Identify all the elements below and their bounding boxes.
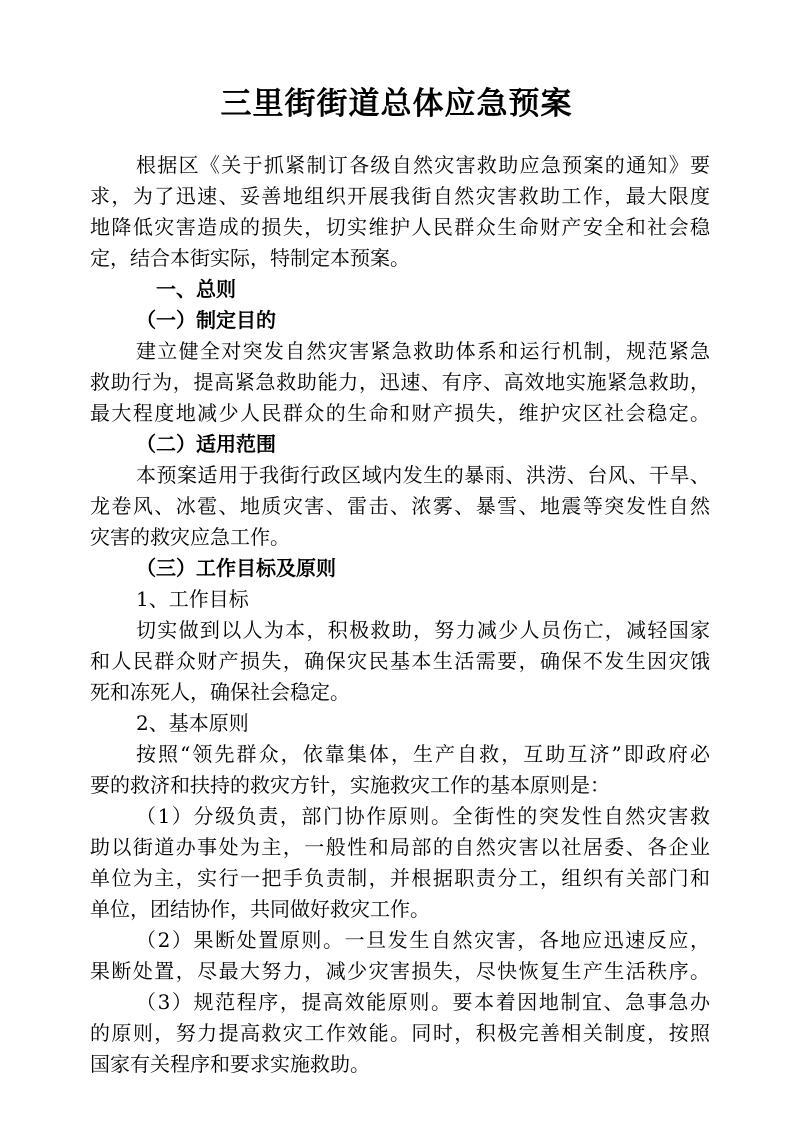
subsection-heading: （二）适用范围	[136, 432, 276, 456]
paragraph-line: 切实做到以人为本，积极救助，努力减少人员伤亡，减轻国家	[136, 618, 710, 642]
paragraph-line: 救助行为，提高紧急救助能力，迅速、有序、高效地实施紧急救助，	[90, 370, 710, 394]
item-heading: 1、工作目标	[136, 587, 249, 611]
paragraph-line: 按照“领先群众，依靠集体，生产自救，互助互济”即政府必	[136, 742, 710, 766]
paragraph-line: 单位为主，实行一把手负责制，并根据职责分工，组织有关部门和	[90, 866, 710, 890]
paragraph-line: 果断处置，尽最大努力，减少灾害损失，尽快恢复生产生活秩序。	[90, 959, 710, 983]
paragraph-line: 和人民群众财产损失，确保灾民基本生活需要，确保不发生因灾饿	[90, 649, 710, 673]
page-title: 三里街街道总体应急预案	[220, 86, 573, 122]
subsection-heading: （三）工作目标及原则	[136, 556, 336, 580]
paragraph-line: 地降低灾害造成的损失，切实维护人民群众生命财产安全和社会稳	[90, 215, 710, 239]
paragraph-line: 死和冻死人，确保社会稳定。	[90, 680, 350, 704]
paragraph-line: 定，结合本街实际，特制定本预案。	[90, 246, 410, 270]
paragraph-line: 建立健全对突发自然灾害紧急救助体系和运行机制，规范紧急	[136, 339, 710, 363]
paragraph-line: 国家有关程序和要求实施救助。	[90, 1052, 370, 1076]
paragraph-line: 龙卷风、冰雹、地质灾害、雷击、浓雾、暴雪、地震等突发性自然	[90, 494, 710, 518]
paragraph-line: （2）果断处置原则。一旦发生自然灾害，各地应迅速反应，	[136, 928, 710, 952]
paragraph-line: 根据区《关于抓紧制订各级自然灾害救助应急预案的通知》要	[136, 153, 710, 177]
paragraph-line: 求，为了迅速、妥善地组织开展我街自然灾害救助工作，最大限度	[90, 184, 710, 208]
paragraph-line: 助以街道办事处为主，一般性和局部的自然灾害以社居委、各企业	[90, 835, 710, 859]
subsection-heading: （一）制定目的	[136, 308, 276, 332]
paragraph-line: 单位，团结协作，共同做好救灾工作。	[90, 897, 430, 921]
section-heading: 一、总则	[156, 277, 236, 301]
paragraph-line: 的原则，努力提高救灾工作效能。同时，积极完善相关制度，按照	[90, 1021, 710, 1045]
paragraph-line: 要的救济和扶持的救灾方针，实施救灾工作的基本原则是：	[90, 773, 610, 797]
paragraph-line: （1）分级负责，部门协作原则。全街性的突发性自然灾害救	[136, 804, 710, 828]
item-heading: 2、基本原则	[136, 711, 249, 735]
paragraph-line: 本预案适用于我街行政区域内发生的暴雨、洪涝、台风、干旱、	[136, 463, 710, 487]
paragraph-line: （3）规范程序，提高效能原则。要本着因地制宜、急事急办	[136, 990, 710, 1014]
paragraph-line: 灾害的救灾应急工作。	[90, 525, 290, 549]
paragraph-line: 最大程度地减少人民群众的生命和财产损失，维护灾区社会稳定。	[90, 401, 710, 425]
